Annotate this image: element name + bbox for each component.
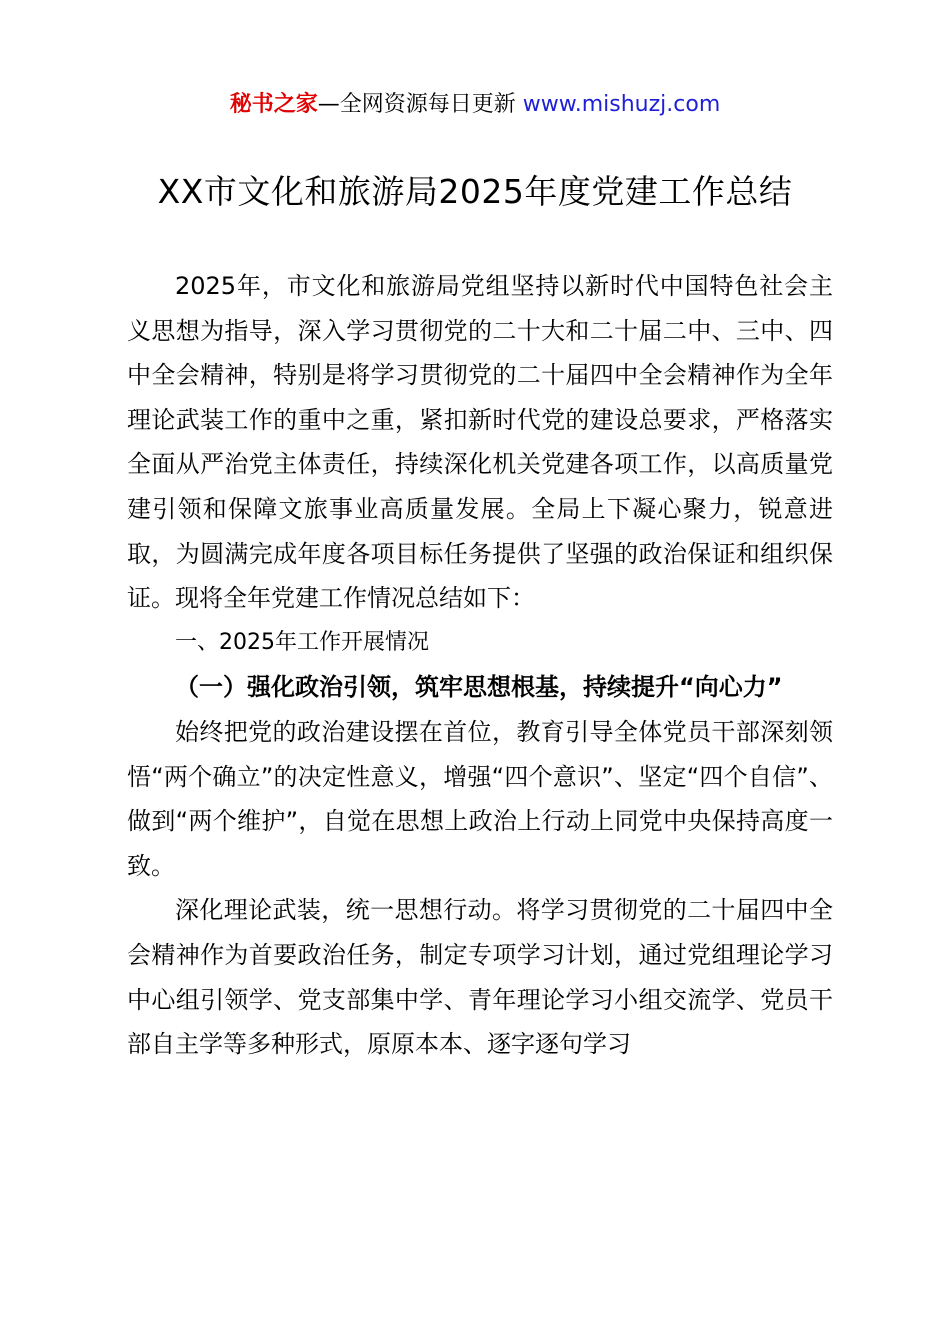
site-header (0, 88, 950, 122)
intro-paragraph: 2025年，市文化和旅游局党组坚持以新时代中国特色社会主义思想为指导，深入学习贯彻党的二十大和二十届二中、三中、四中全会精神，特别是将学习贯彻党的二十届四中全会精神作为全年理论武装工作的重中之重，紧扣新时代党的建设总要求，严格落实全面从严治党主体责任，持续深化机关党建各项工作，以高质量党建引领和保障文旅事业高质量发展。全局上下凝心聚力，锐意进取，为圆满完成年度各项目标任务提供了坚强的政治保证和组织保证。现将全年党建工作情况总结如下： (127, 272, 833, 613)
document-title: XX市文化和旅游局2025年度党建工作总结 (157, 172, 793, 211)
site-tagline: —全网资源每日更新 (317, 92, 523, 117)
section-heading: 一、2025年工作开展情况 (175, 629, 429, 655)
subsection-heading: （一）强化政治引领，筑牢思想根基，持续提升“向心力” (175, 673, 783, 702)
site-brand: 秘书之家 (229, 92, 318, 117)
site-url-link[interactable]: www.mishuzj.com (522, 92, 721, 117)
document-body (127, 264, 833, 1067)
body-paragraph: 深化理论武装，统一思想行动。将学习贯彻党的二十届四中全会精神作为首要政治任务，制定专项学习计划，通过党组理论学习中心组引领学、党支部集中学、青年理论学习小组交流学、党员干部自主学等多种形式，原原本本、逐字逐句学习 (127, 896, 833, 1059)
body-paragraph: 始终把党的政治建设摆在首位，教育引导全体党员干部深刻领悟“两个确立”的决定性意义，增强“四个意识”、坚定“四个自信”、做到“两个维护”，自觉在思想上政治上行动上同党中央保持高度一致。 (127, 717, 833, 880)
